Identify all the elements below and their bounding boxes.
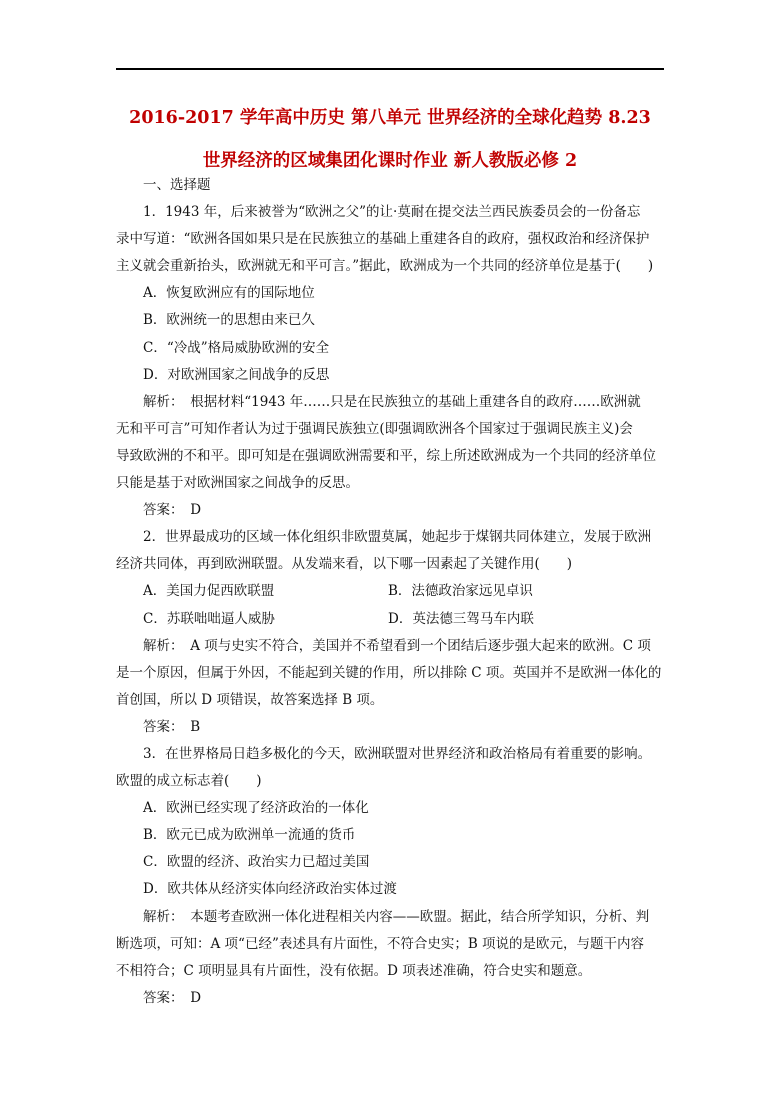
q3-answer: 答案： D (143, 989, 202, 1006)
q1-stem-line: 1．1943 年，后来被誉为“欧洲之父”的让·莫耐在提交法兰西民族委员会的一份备忘 (143, 204, 641, 221)
q1-analysis-line: 导致欧洲的不和平。即可知是在强调欧洲需要和平，综上所述欧洲成为一个共同的经济单位 (116, 447, 656, 464)
q1-answer: 答案： D (143, 502, 202, 519)
top-rule (116, 68, 664, 70)
q3-stem-line: 3．在世界格局日趋多极化的今天，欧洲联盟对世界经济和政治格局有着重要的影响。 (143, 745, 652, 762)
q3-analysis-line: 不相符合；C 项明显具有片面性，没有依据。D 项表述准确，符合史实和题意。 (116, 962, 592, 979)
q1-stem-line: 主义就会重新抬头，欧洲就无和平可言。”据此，欧洲成为一个共同的经济单位是基于( ) (116, 258, 654, 275)
q2-option-c: C．苏联咄咄逼人威胁 (143, 610, 275, 627)
q1-option-b: B．欧洲统一的思想由来已久 (143, 312, 315, 329)
q2-answer: 答案： B (143, 718, 201, 735)
document-title-line-2: 世界经济的区域集团化课时作业 新人教版必修 2 (202, 151, 578, 171)
q2-analysis-line: 是一个原因，但属于外因，不能起到关键的作用，所以排除 C 项。英国并不是欧洲一体化的 (116, 664, 662, 681)
document-title-line-1: 2016-2017 学年高中历史 第八单元 世界经济的全球化趋势 8.23 (129, 108, 651, 128)
question-1 (116, 199, 664, 524)
q2-stem-line: 经济共同体，再到欧洲联盟。从发端来看，以下哪一因素起了关键作用( ) (116, 556, 573, 573)
q3-option-a: A．欧洲已经实现了经济政治的一体化 (143, 800, 369, 817)
q2-analysis-line: 解析： A 项与史实不符合，美国并不希望看到一个团结后逐步强大起来的欧洲。C 项 (143, 637, 651, 654)
q1-option-d: D．对欧洲国家之间战争的反思 (143, 366, 330, 383)
question-3 (116, 741, 664, 1012)
q1-stem-line: 录中写道：“欧洲各国如果只是在民族独立的基础上重建各自的政府，强权政治和经济保护 (116, 231, 650, 248)
q1-analysis-line: 解析： 根据材料“1943 年……只是在民族独立的基础上重建各自的政府……欧洲就 (143, 393, 641, 410)
q1-option-a: A．恢复欧洲应有的国际地位 (143, 285, 315, 302)
q3-option-d: D．欧共体从经济实体向经济政治实体过渡 (143, 881, 397, 898)
section-title: 一、选择题 (143, 177, 211, 193)
q2-stem-line: 2．世界最成功的区域一体化组织非欧盟莫属，她起步于煤钢共同体建立，发展于欧洲 (143, 529, 652, 546)
q3-option-c: C．欧盟的经济、政治实力已超过美国 (143, 854, 370, 871)
q3-analysis-line: 断选项，可知：A 项“已经”表述具有片面性，不符合史实；B 项说的是欧元，与题干内容 (116, 935, 645, 952)
q3-analysis-line: 解析： 本题考查欧洲一体化进程相关内容——欧盟。据此，结合所学知识，分析、判 (143, 908, 650, 925)
q2-options-row (116, 578, 664, 605)
q2-option-a: A．美国力促西欧联盟 (143, 583, 275, 600)
q2-option-b: B．法德政治家远见卓识 (388, 583, 533, 600)
q3-stem-line: 欧盟的成立标志着( ) (116, 773, 262, 790)
q1-option-c: C．“冷战”格局威胁欧洲的安全 (143, 339, 330, 356)
q1-analysis-line: 无和平可言”可知作者认为过于强调民族独立(即强调欧洲各个国家过于强调民族主义)会 (116, 420, 633, 437)
q2-options-row (116, 606, 664, 633)
question-2 (116, 524, 664, 741)
q2-option-d: D．英法德三驾马车内联 (388, 610, 534, 627)
q3-option-b: B．欧元已成为欧洲单一流通的货币 (143, 827, 356, 844)
document-body (116, 172, 664, 1012)
q1-analysis-line: 只能是基于对欧洲国家之间战争的反思。 (116, 475, 359, 492)
q2-analysis-line: 首创国，所以 D 项错误，故答案选择 B 项。 (116, 691, 384, 708)
